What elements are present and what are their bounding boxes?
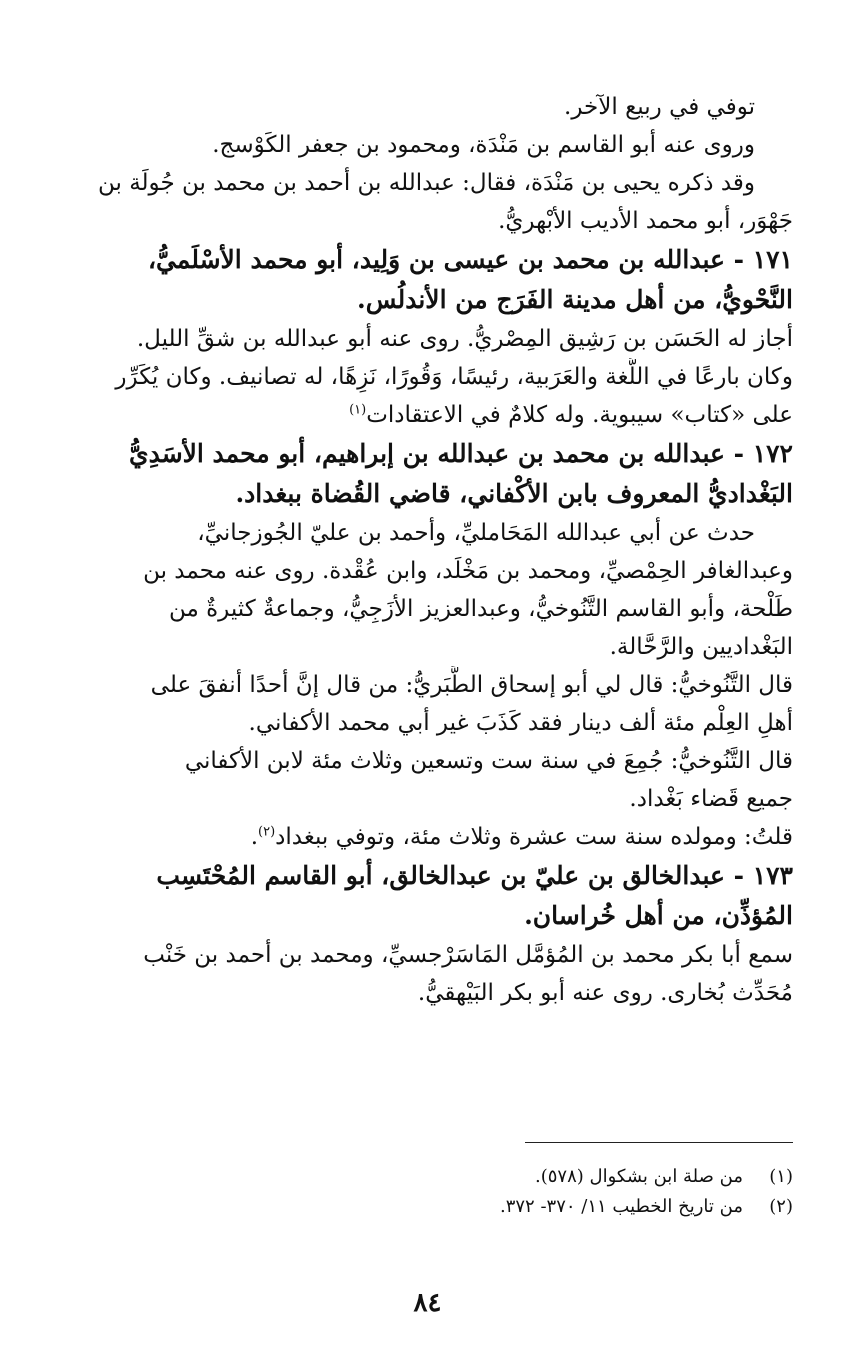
footnote-text: من صلة ابن بشكوال (٥٧٨). — [534, 1166, 743, 1187]
text-segment: على «كتاب» سيبوية. وله كلامٌ في الاعتقادات — [366, 402, 793, 428]
text-segment: قلتُ: ومولده سنة ست عشرة وثلاث مئة، وتوفي ببغداد — [275, 824, 793, 850]
footnote-number: (٢) — [769, 1196, 793, 1217]
entry-heading-173: ١٧٣ - عبدالخالق بن عليّ بن عبدالخالق، أبو القاسم المُحْتَسِب — [156, 861, 793, 890]
main-text — [50, 88, 793, 1012]
text-line: جميع قَضاء بَغْداد. — [629, 786, 793, 812]
footnotes — [300, 1162, 793, 1222]
text-line: مُحَدِّث بُخارى. روى عنه أبو بكر البَيْهقيُّ. — [417, 980, 793, 1006]
text-line: حدث عن أبي عبدالله المَحَامليِّ، وأحمد بن عليّ الجُوزجانيِّ، — [197, 520, 755, 546]
footnote-number: (١) — [769, 1166, 793, 1187]
footnote-divider — [525, 1142, 793, 1143]
text-line: وكان بارعًا في اللُّغة والعَرَبية، رئيسًا، وَقُورًا، نَزِهًا، له تصانيف. وكان يُكَرِّر — [115, 364, 793, 390]
text-line: توفي في ربيع الآخر. — [564, 94, 755, 120]
footnote-2 — [300, 1192, 793, 1222]
footnote-text: من تاريخ الخطيب ١١/ ٣٧٠- ٣٧٢. — [499, 1196, 743, 1217]
text-line: جَهْوَر، أبو محمد الأديب الأبْهريُّ. — [498, 208, 793, 234]
entry-heading-173-cont: المُؤذِّن، من أهل خُراسان. — [524, 901, 793, 930]
text-line: سمع أبا بكر محمد بن المُؤمَّل المَاسَرْجسيِّ، ومحمد بن أحمد بن خَنْب — [143, 942, 793, 968]
text-line: وروى عنه أبو القاسم بن مَنْدَة، ومحمود بن جعفر الكَوْسج. — [212, 132, 755, 158]
text-line: وقد ذكره يحيى بن مَنْدَة، فقال: عبدالله بن أحمد بن محمد بن جُولَة بن — [98, 170, 755, 196]
text-line: قال التَّنُوخيُّ: جُمِعَ في سنة ست وتسعين وثلاث مئة لابن الأكفاني — [184, 748, 793, 774]
text-line: أهلِ العِلْم مئة ألف دينار فقد كَذَبَ غير أبي محمد الأكفاني. — [248, 710, 793, 736]
entry-heading-171: ١٧١ - عبدالله بن محمد بن عيسى بن وَلِيد، أبو محمد الأسْلَميُّ، — [147, 245, 793, 274]
entry-heading-172: ١٧٢ - عبدالله بن محمد بن عبدالله بن إبراهيم، أبو محمد الأسَدِيُّ — [129, 439, 793, 468]
text-line: وعبدالغافر الحِمْصيِّ، ومحمد بن مَخْلَد، وابن عُقْدة. روى عنه محمد بن — [143, 558, 793, 584]
footnote-marker-1: (١) — [349, 402, 367, 418]
footnote-1 — [300, 1162, 793, 1192]
text-line: طَلْحة، وأبو القاسم التَّنُوخيُّ، وعبدالعزيز الأزَجِيُّ، وجماعةٌ كثيرةٌ من — [168, 596, 793, 622]
text-line — [50, 396, 793, 434]
footnote-marker-2: (٢) — [258, 824, 276, 840]
page-number: ٨٤ — [413, 1288, 442, 1318]
entry-heading-171-cont: النَّحْويُّ، من أهل مدينة الفَرَج من الأندلُس. — [357, 285, 793, 314]
entry-heading-172-cont: البَغْداديُّ المعروف بابن الأكْفاني، قاضي القُضاة ببغداد. — [235, 479, 793, 508]
text-line: البَغْداديين والرَّحَّالة. — [609, 634, 793, 660]
text-line: أجاز له الحَسَن بن رَشِيق المِصْريُّ. روى عنه أبو عبدالله بن شقِّ الليل. — [136, 326, 793, 352]
text-line: قلتُ: ومولده سنة ست عشرة وثلاث مئة، وتوفي ببغداد$^{(٢)}$. — [250, 824, 793, 850]
text-line: قال التَّنُوخيُّ: قال لي أبو إسحاق الطَّبَريُّ: من قال إنَّ أحدًا أنفقَ على — [150, 672, 793, 698]
